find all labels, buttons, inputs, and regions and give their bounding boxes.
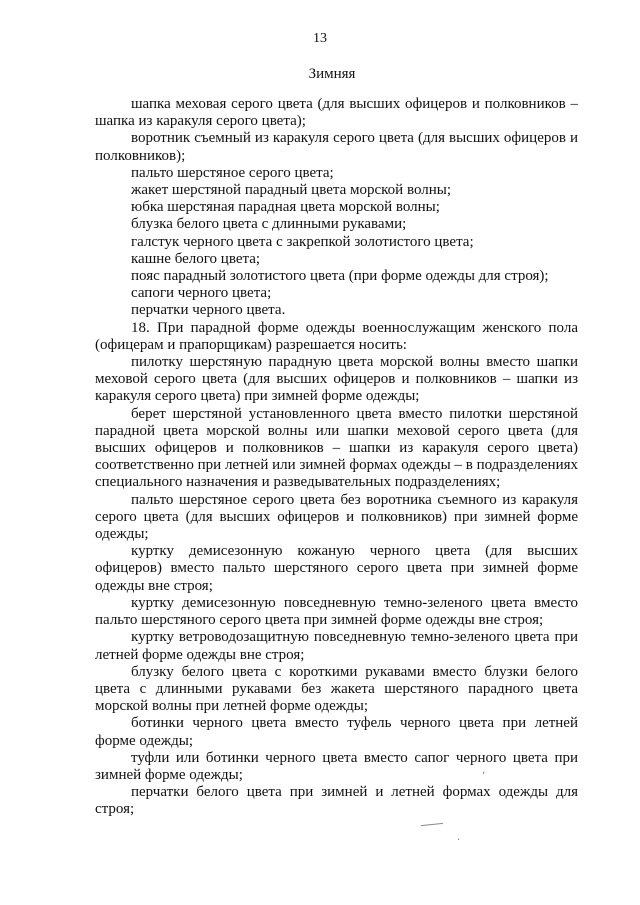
paragraph-scarf: кашне белого цвета; <box>131 250 261 267</box>
paragraph-beret: берет шерстяной установленного цвета вместо пилотки шерстяной парадной цвета морской волны или шапки меховой серого цвета (для высших офицеров и полковников – шапки из каракуля серого цвета) соответственно при летней или зимней формах одежды – в подразделениях специального назначения и разведывательных подразделениях; <box>95 405 578 491</box>
paragraph-windproof-jacket: куртку ветроводозащитную повседневную темно-зеленого цвета при летней форме одежды вне строя; <box>95 629 578 663</box>
paragraph-boots: сапоги черного цвета; <box>131 285 272 302</box>
page-number: 13 <box>313 31 327 46</box>
paragraph-jacket: жакет шерстяной парадный цвета морской волны; <box>131 182 452 199</box>
paragraph-tie: галстук черного цвета с закрепкой золотистого цвета; <box>131 233 474 250</box>
paragraph-skirt: юбка шерстяная парадная цвета морской волны; <box>131 199 440 216</box>
scan-mark: ʼ <box>482 771 486 782</box>
paragraph-leather-jacket: куртку демисезонную кожаную черного цвета (для высших офицеров) вместо пальто шерстяного серого цвета при зимней форме одежды вне строя; <box>95 543 578 594</box>
paragraph-shoes: туфли или ботинки черного цвета вместо сапог черного цвета при зимней форме одежды; <box>95 749 578 783</box>
paragraph-gloves: перчатки черного цвета. <box>131 302 286 319</box>
paragraph-collar: воротник съемный из каракуля серого цвета (для высших офицеров и полковников); <box>95 130 578 164</box>
paragraph-white-gloves: перчатки белого цвета при зимней и летней формах одежды для строя; <box>95 784 578 818</box>
paragraph-low-boots: ботинки черного цвета вместо туфель черного цвета при летней форме одежды; <box>95 715 578 749</box>
paragraph-item-18: 18. При парадной форме одежды военнослужащим женского пола (офицерам и прапорщикам) разрешается носить: <box>95 319 578 353</box>
section-title: Зимняя <box>308 66 356 82</box>
paragraph-belt: пояс парадный золотистого цвета (при форме одежды для строя); <box>131 268 549 285</box>
document-body <box>95 96 578 819</box>
paragraph-coat-without-collar: пальто шерстяное серого цвета без воротника съемного из каракуля серого цвета (для высших офицеров и полковников) при зимней форме одежды; <box>95 491 578 543</box>
scan-mark <box>421 823 443 826</box>
paragraph-demiseason-jacket: куртку демисезонную повседневную темно-зеленого цвета вместо пальто шерстяного серого цвета при зимней форме одежды вне строя; <box>95 594 578 629</box>
scan-mark: · <box>457 835 461 846</box>
paragraph-coat: пальто шерстяное серого цвета; <box>131 164 334 181</box>
paragraph-side-cap: пилотку шерстяную парадную цвета морской волны вместо шапки меховой серого цвета (для высших офицеров и полковников – шапки из каракуля серого цвета) при зимней форме одежды; <box>95 354 578 405</box>
paragraph-blouse: блузка белого цвета с длинными рукавами; <box>131 216 407 233</box>
paragraph-short-sleeve-blouse: блузку белого цвета с короткими рукавами вместо блузки белого цвета с длинными рукавами без жакета шерстяного парадного цвета морской волны при летней форме одежды; <box>95 663 578 715</box>
paragraph-winter-hat: шапка меховая серого цвета (для высших офицеров и полковников – шапка из каракуля серого цвета); <box>95 96 578 130</box>
